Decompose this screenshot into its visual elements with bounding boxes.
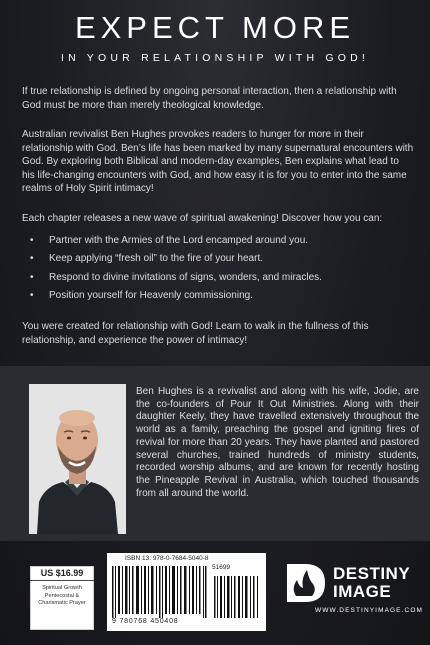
author-portrait-icon <box>29 384 126 534</box>
chapter-intro-paragraph: Each chapter releases a new wave of spiritual awakening! Discover how you can: <box>22 213 383 224</box>
cover-subtitle: IN YOUR RELATIONSHIP WITH GOD! <box>60 52 370 64</box>
bullet-icon: • <box>30 253 34 265</box>
barcode-number: 9 780768 450408 <box>112 618 179 625</box>
price-label: US $16.99 <box>30 568 94 581</box>
benefit-list <box>22 234 414 308</box>
closing-paragraph: You were created for relationship with God! Learn to walk in the fullness of this relationship, and experience the power of intimacy! <box>22 321 369 346</box>
list-item: • Partner with the Armies of the Lord encamped around you. <box>30 235 309 246</box>
author-photo <box>29 384 126 534</box>
list-item: • Keep applying “fresh oil” to the fire of your heart. <box>30 253 264 265</box>
publisher-name: DESTINY IMAGE <box>333 564 411 601</box>
bullet-icon: • <box>30 271 34 283</box>
intro-paragraph: If true relationship is defined by ongoing personal interaction, then a relationship with God must be more than merely theological knowledge. <box>22 86 397 111</box>
list-item: • Position yourself for Heavenly commissioning. <box>30 290 253 302</box>
bullet-icon: • <box>30 290 34 302</box>
destiny-image-logo-icon <box>283 560 329 606</box>
cover-title: EXPECT MORE <box>74 10 356 45</box>
description-paragraph: Australian revivalist Ben Hughes provokes readers to hunger for more in their relationship with God. Ben’s life has been marked by many supernatural encounters with God. By exploring both Biblical and modern-day examples, Ben explains what lead to his life-changing encounters with God, and how easy it is for you to enter into the same realms of Holy Spirit intimacy! <box>22 129 414 195</box>
addon-code: 51699 <box>212 564 231 571</box>
list-item: • Respond to divine invitations of signs, wonders, and miracles. <box>30 271 322 283</box>
bullet-icon: • <box>30 235 34 246</box>
publisher-url: WWW.DESTINYIMAGE.COM <box>315 607 423 614</box>
isbn-label: ISBN 13: 978-0-7684-5040-8 <box>125 555 209 562</box>
category-label: Spiritual Growth Pentecostal & Charismatic Prayer <box>38 585 86 607</box>
author-bio: Ben Hughes is a revivalist and along with his wife, Jodie, are the co-founders of Pour It Out Ministries. Along with their daughter Keely, they have travelled extensively throughout the world as a family, preaching the gospel and igniting fires of revival for more than 20 years. They have planted and pastored several churches, trained hundreds of ministry students, recorded worship albums, and are known for recently hosting the Pineapple Revival in Australia, which touched thousands from all around the world. <box>136 386 419 499</box>
barcode-icon <box>112 566 260 618</box>
